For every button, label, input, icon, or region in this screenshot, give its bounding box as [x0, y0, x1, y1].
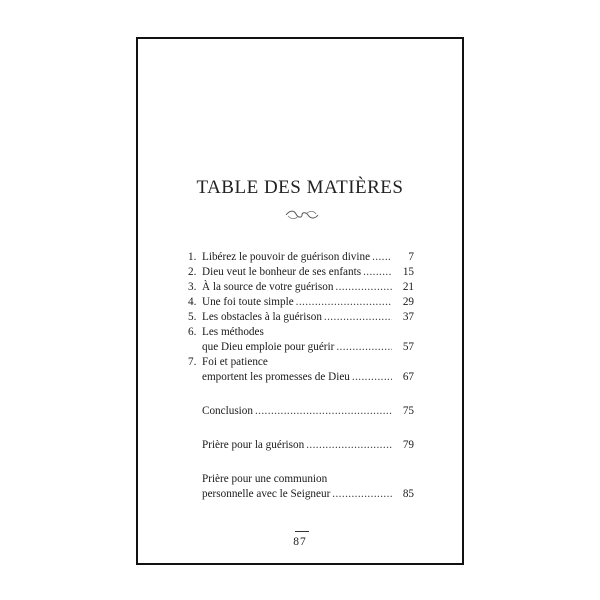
- leader-dots: [336, 340, 392, 355]
- toc-entry-page: 79: [402, 439, 414, 451]
- toc-entry-page: 75: [402, 405, 414, 417]
- toc-entry[interactable]: [188, 280, 414, 295]
- footer-divider: [295, 531, 309, 532]
- toc-entry-title-cont: que Dieu emploie pour guérir: [202, 341, 335, 353]
- toc-entry-page: 67: [402, 371, 414, 383]
- toc-entry-number: 6.: [188, 326, 197, 338]
- leader-dots: [372, 250, 392, 265]
- toc-entry[interactable]: [188, 355, 414, 385]
- leader-dots: [363, 265, 392, 280]
- page-title: TABLE DES MATIÈRES: [196, 177, 404, 198]
- toc-entry-title: Foi et patience: [202, 356, 268, 368]
- toc-entry-page: 21: [402, 281, 414, 293]
- toc-extra-entry[interactable]: [188, 472, 414, 502]
- toc-entry-number: 1.: [188, 251, 197, 263]
- toc-entry-title: Les obstacles à la guérison: [202, 311, 322, 323]
- toc-entry-title: Libérez le pouvoir de guérison divine: [202, 251, 371, 263]
- toc-entry-continuation: [188, 340, 414, 355]
- table-of-contents: [188, 250, 414, 502]
- toc-entry-title: Prière pour la guérison: [202, 439, 305, 451]
- toc-entry-title: À la source de votre guérison: [202, 281, 334, 293]
- toc-entry-page: 57: [402, 341, 414, 353]
- toc-entry-first-line: [188, 325, 414, 340]
- toc-entry[interactable]: [188, 325, 414, 355]
- toc-entry-page: 29: [402, 296, 414, 308]
- toc-entry-first-line: [188, 355, 414, 370]
- leader-dots: [352, 370, 392, 385]
- toc-entry-title: Dieu veut le bonheur de ses enfants: [202, 266, 362, 278]
- toc-extra-entry[interactable]: [188, 438, 414, 453]
- leader-dots: [335, 280, 392, 295]
- toc-entry-continuation: [188, 487, 414, 502]
- toc-entry[interactable]: [188, 295, 414, 310]
- toc-entry-number: 5.: [188, 311, 197, 323]
- page-number: 87: [293, 536, 307, 548]
- flourish-ornament-icon: [284, 209, 320, 221]
- toc-entry-first-line: [188, 472, 414, 487]
- leader-dots: [306, 438, 392, 453]
- toc-entry-page: 7: [408, 251, 414, 263]
- toc-entry-page: 15: [402, 266, 414, 278]
- toc-entry[interactable]: [188, 250, 414, 265]
- toc-entry-title: Conclusion: [202, 405, 253, 417]
- toc-entry-title: Les méthodes: [202, 326, 264, 338]
- leader-dots: [324, 310, 392, 325]
- toc-entry-number: 4.: [188, 296, 197, 308]
- leader-dots: [296, 295, 392, 310]
- toc-entry-number: 2.: [188, 266, 197, 278]
- toc-entry[interactable]: [188, 265, 414, 280]
- toc-entry-number: 3.: [188, 281, 197, 293]
- toc-entry-title-cont: emportent les promesses de Dieu: [202, 371, 350, 383]
- toc-entry-page: 37: [402, 311, 414, 323]
- toc-entry[interactable]: [188, 310, 414, 325]
- book-page: [136, 37, 464, 565]
- leader-dots: [332, 487, 392, 502]
- toc-extra-entry[interactable]: [188, 404, 414, 419]
- toc-entry-number: 7.: [188, 356, 197, 368]
- toc-entry-title-cont: personnelle avec le Seigneur: [202, 488, 331, 500]
- toc-entry-continuation: [188, 370, 414, 385]
- leader-dots: [255, 404, 392, 419]
- toc-entry-title: Une foi toute simple: [202, 296, 294, 308]
- toc-entry-page: 85: [402, 488, 414, 500]
- toc-entry-title: Prière pour une communion: [202, 473, 328, 485]
